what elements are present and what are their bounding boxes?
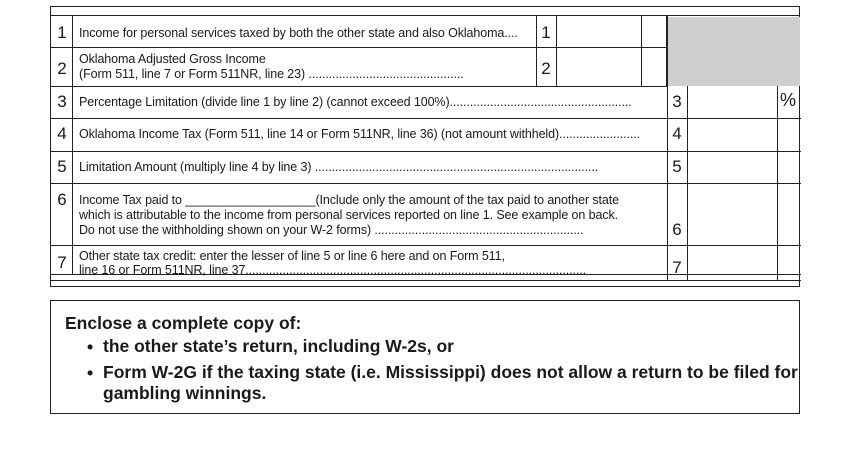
row-divider (51, 47, 536, 48)
credit-form-table (50, 6, 800, 287)
line-2-amount-field[interactable] (557, 48, 641, 86)
line-4-box-number: 4 (672, 124, 682, 143)
row-divider (51, 280, 801, 281)
row-divider (51, 86, 667, 87)
line-3-box-number: 3 (672, 92, 682, 111)
notice-heading: Enclose a complete copy of: (65, 313, 302, 333)
line-3-amount-field[interactable] (688, 87, 777, 118)
percent-sign: % (779, 90, 796, 110)
right-column-left-border (667, 16, 668, 280)
line-7-text-2: line 16 or Form 511NR, line 37..................................................................................................... (79, 263, 586, 277)
bullet-form-w2g-line2: gambling winnings. (103, 383, 267, 403)
line-4-amount-field[interactable] (688, 119, 777, 151)
bullet-other-state-return: the other state’s return, including W-2s, or (103, 336, 454, 356)
line-6-number: 6 (57, 190, 67, 209)
line-7-box-number: 7 (672, 258, 682, 277)
line-6-text-1: Income Tax paid to ___________________(Include only the amount of the tax paid to another state (79, 193, 619, 207)
line-1-number: 1 (57, 23, 67, 42)
enclosure-notice (50, 300, 800, 414)
line-7-text-1: Other state tax credit: enter the lesser of line 5 or line 6 here and on Form 511, (79, 249, 505, 263)
line-7-amount-field[interactable] (688, 246, 777, 274)
line-2-text-1: Oklahoma Adjusted Gross Income (79, 52, 266, 66)
line-7-number: 7 (57, 253, 67, 272)
line-5-text: Limitation Amount (multiply line 4 by line 3) .................................................................................... (79, 160, 599, 174)
line-6-amount-field[interactable] (688, 184, 777, 245)
line-1-text: Income for personal services taxed by both the other state and also Oklahoma.... (79, 26, 518, 40)
line-2-box-number: 2 (541, 59, 551, 78)
line-6-box-number: 6 (672, 220, 682, 239)
line-4-number: 4 (57, 124, 67, 143)
line-1-box-number: 1 (541, 23, 551, 42)
line-6-text-2: which is attributable to the income from personal services reported on line 1. See example on back. (79, 208, 619, 222)
form-top-bar (51, 7, 799, 16)
line-5-amount-field[interactable] (688, 152, 777, 183)
line-2-text-2: (Form 511, line 7 or Form 511NR, line 23) .............................................. (79, 67, 464, 81)
box-cents-divider (641, 16, 642, 86)
right-box-cents-divider (777, 86, 778, 280)
line-2-number: 2 (57, 59, 67, 78)
line-4-text: Oklahoma Income Tax (Form 511, line 14 or Form 511NR, line 36) (not amount withheld)........................ (79, 127, 640, 141)
line-5-box-number: 5 (672, 157, 682, 176)
bullet-dot: • (87, 337, 94, 357)
line-3-number: 3 (57, 92, 67, 111)
bullet-form-w2g-line1: Form W-2G if the taxing state (i.e. Mississippi) does not allow a return to be filed for (103, 362, 798, 382)
shaded-area (668, 17, 800, 86)
number-column-divider (72, 16, 73, 274)
line-1-amount-field[interactable] (557, 17, 641, 47)
line-5-number: 5 (57, 157, 67, 176)
bullet-dot: • (87, 363, 94, 383)
line-3-text: Percentage Limitation (divide line 1 by line 2) (cannot exceed 100%)...................................................... (79, 95, 632, 109)
line-6-text-3: Do not use the withholding shown on your W-2 forms) .............................................................. (79, 223, 584, 237)
